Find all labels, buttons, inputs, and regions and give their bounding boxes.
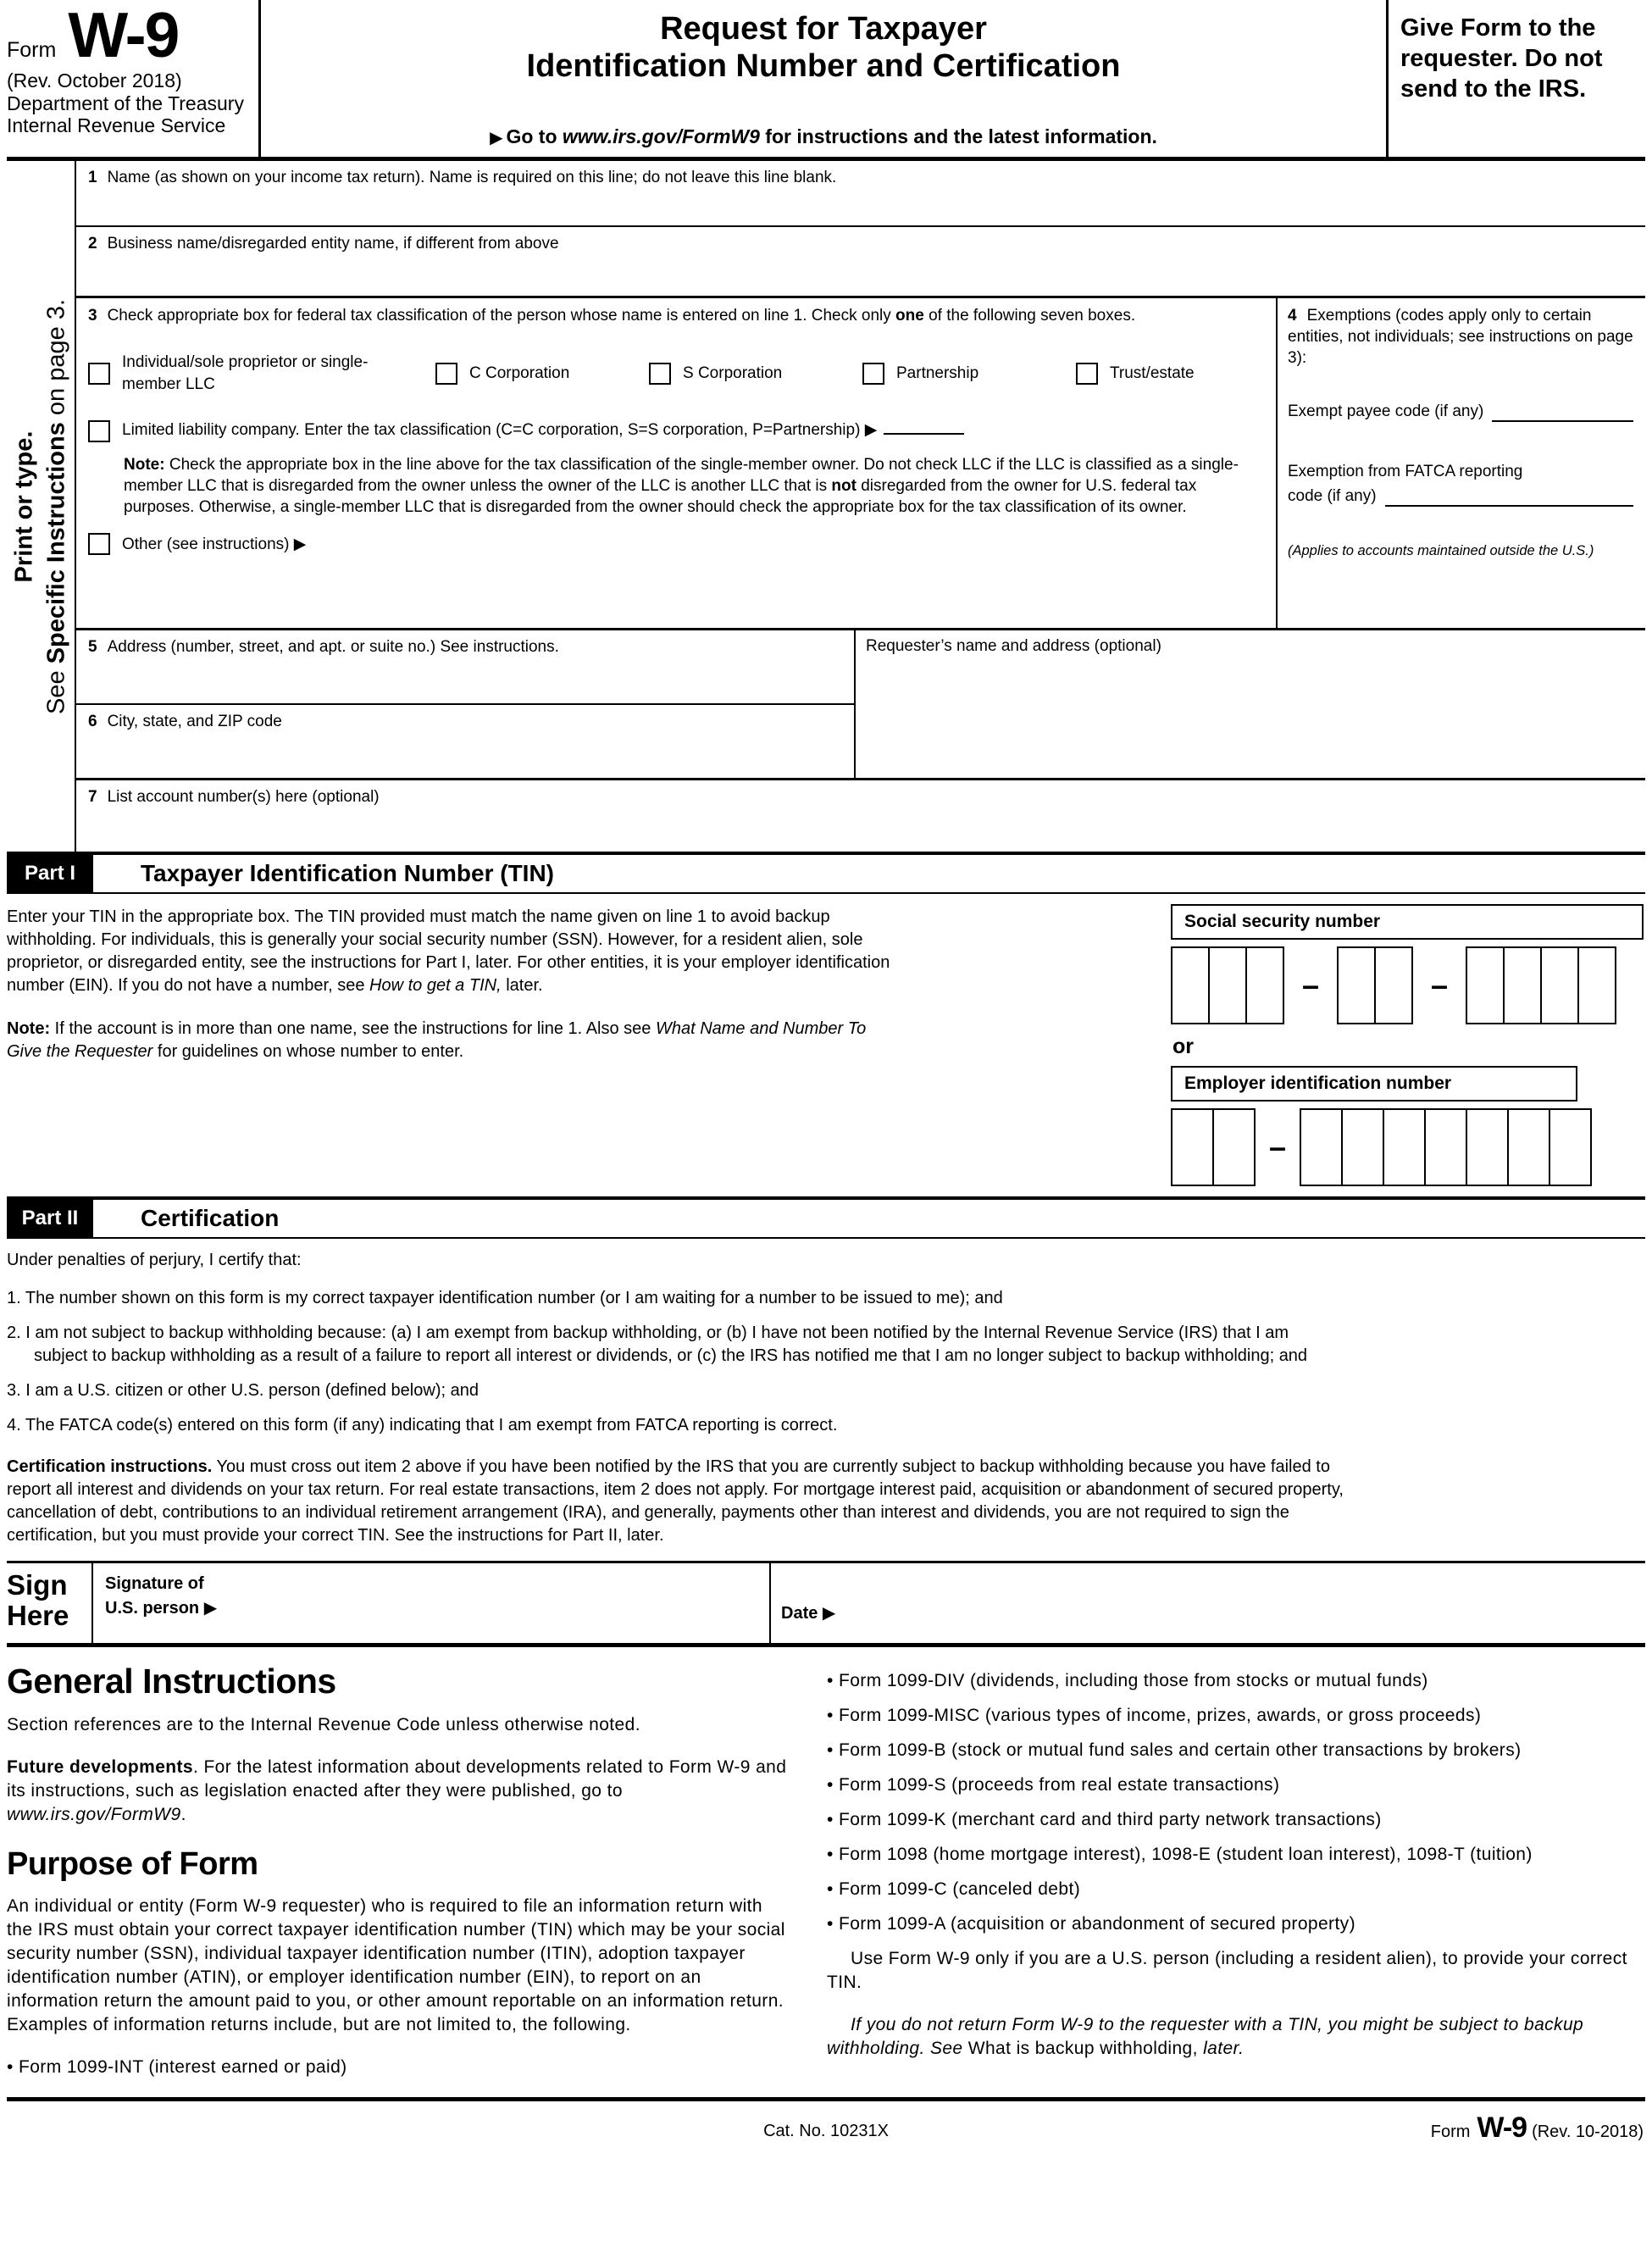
name-field[interactable] [76,161,1645,227]
agency-label: Internal Revenue Service [7,114,226,137]
line1-number: 1 [88,169,97,186]
goto-line [281,125,1366,148]
ein-digit-cell[interactable] [1507,1108,1550,1186]
fatca-code-label: code (if any) [1288,487,1377,506]
option-other [88,533,1271,555]
bullet-1099-a: • Form 1099-A (acquisition or abandonment of secured property) [827,1912,1645,1936]
partnership-checkbox[interactable] [862,363,884,385]
sign-here-section [7,1561,1645,1647]
ssn-digit-cell[interactable] [1540,946,1579,1024]
part2-badge: Part II [7,1200,93,1237]
general-instructions-heading: General Instructions [7,1662,336,1701]
bullet-1099-c: • Form 1099-C (canceled debt) [827,1878,1645,1901]
part1-text [7,902,925,1186]
field-rows [76,161,1645,852]
general-instructions [7,1647,1645,2090]
fatca-code-input[interactable] [1385,490,1633,507]
print-or-type-strip [7,161,76,852]
form-revision: (Rev. October 2018) [7,69,182,92]
part1-header [7,855,1645,894]
ssn-group-3 [1466,946,1616,1024]
tax-classification-section [76,298,1645,630]
tin-boxes [1171,902,1645,1186]
llc-label: Limited liability company. Enter the tax classification (C=C corporation, S=S corporation, P=Partnership) ▶ [122,420,964,440]
instructions-left-column [7,1662,813,2090]
part2-header [7,1200,1645,1239]
part1-paragraph: Enter your TIN in the appropriate box. The TIN provided must match the name given on line 1 to avoid backup withholding. For individuals, this is generally your social security number (SSN). However, for a resident alien, sole proprietor, or disregarded entity, see the instructions for Part I, later. For other entities, it is your employer identification number (EIN). If you do not have a number, see How to get a TIN, later. [7,907,890,995]
part1-badge: Part I [7,855,93,892]
ssn-digit-cell[interactable] [1245,946,1284,1024]
goto-url[interactable]: www.irs.gov/FormW9 [562,125,760,147]
right-arrow-icon: ▶ [490,127,503,147]
footer-form-word: Form [1430,2123,1471,2141]
other-checkbox[interactable] [88,533,110,555]
ssn-digit-cell[interactable] [1466,946,1505,1024]
certification-item-1: 1. The number shown on this form is my correct taxpayer identification number (or I am waiting for a number to be issued to me); and [7,1289,1003,1307]
goto-prefix: Go to [506,125,563,147]
ein-digit-cell[interactable] [1383,1108,1426,1186]
bullet-1099-div: • Form 1099-DIV (dividends, including those from stocks or mutual funds) [827,1669,1645,1693]
or-label: or [1172,1035,1194,1058]
ssn-dash: – [1301,968,1320,1002]
goto-suffix: for instructions and the latest information. [759,125,1157,147]
ein-digit-cell[interactable] [1212,1108,1256,1186]
trust-estate-checkbox[interactable] [1076,363,1098,385]
exempt-payee-line [1288,401,1633,422]
part1-title: Taxpayer Identification Number (TIN) [141,860,554,886]
llc-note: Note: Check the appropriate box in the line above for the tax classification of the single-member owner. Do not check LLC if the LLC is classified as a single-member LLC that is disregarded from the owner unless the owner of the LLC is another LLC that is not disregarded from the owner for U.S. federal tax purposes. Otherwise, a single-member LLC that is disregarded from the owner should check the appropriate box for the tax classification of its owner. [124,456,1239,517]
ein-digit-cell[interactable] [1300,1108,1343,1186]
ssn-digit-cell[interactable] [1374,946,1413,1024]
business-name-field[interactable] [76,227,1645,298]
city-state-zip-field[interactable] [76,705,854,778]
part1-body [7,894,1645,1200]
form-header [7,0,1645,161]
s-corporation-checkbox[interactable] [649,363,671,385]
ssn-digit-cell[interactable] [1171,946,1210,1024]
future-url[interactable]: www.irs.gov/FormW9 [7,1805,181,1824]
ein-cells [1171,1108,1644,1186]
form-fields [7,161,1645,855]
use-w9-paragraph: Use Form W-9 only if you are a U.S. person (including a resident alien), to provide your correct TIN. [827,1949,1627,1992]
part2-title: Certification [141,1205,280,1231]
ssn-group-1 [1171,946,1284,1024]
ein-dash: – [1268,1129,1287,1164]
form-id-block [7,0,261,157]
bullet-1099-s: • Form 1099-S (proceeds from real estate transactions) [827,1773,1645,1797]
option-c-corporation [435,363,649,385]
part2-body [7,1239,1350,1561]
print-or-type-line2: See Specific Instructions on page 3. [42,298,69,714]
ein-digit-cell[interactable] [1549,1108,1592,1186]
print-or-type-label [8,159,72,854]
ssn-digit-cell[interactable] [1577,946,1616,1024]
line7-label: List account number(s) here (optional) [107,788,380,806]
ein-group-2 [1300,1108,1592,1186]
date-arrow-icon: ▶ [822,1602,836,1623]
form-word: Form [7,38,57,62]
exempt-payee-code-input[interactable] [1492,405,1633,422]
other-arrow-icon: ▶ [293,534,307,553]
form-title [281,10,1366,85]
line1-label: Name (as shown on your income tax return). Name is required on this line; do not leave this line blank. [107,169,837,186]
signature-label-line2: U.S. person ▶ [105,1597,218,1618]
department-label: Department of the Treasury [7,92,244,114]
ssn-digit-cell[interactable] [1208,946,1247,1024]
account-numbers-field[interactable] [76,780,1645,852]
ssn-group-2 [1337,946,1413,1024]
certification-item-3: 3. I am a U.S. citizen or other U.S. person (defined below); and [7,1381,479,1400]
address-field[interactable] [76,630,854,705]
form-number: W-9 [68,0,179,70]
signature-label-line1: Signature of [105,1574,204,1593]
ein-digit-cell[interactable] [1424,1108,1467,1186]
line2-label: Business name/disregarded entity name, if different from above [107,235,559,253]
other-label: Other (see instructions) ▶ [122,534,307,553]
catalog-number: Cat. No. 10231X [763,2122,889,2140]
ein-digit-cell[interactable] [1466,1108,1509,1186]
ssn-label-box: Social security number [1171,904,1644,940]
certification-instructions: Certification instructions. You must cross out item 2 above if you have been notified by the IRS that you are currently subject to backup withholding because you have failed to report all interest and dividends on your tax return. For real estate transactions, item 2 does not apply. For mortgage interest paid, acquisition or abandonment of secured property, cancellation of debt, contributions to an individual retirement arrangement (IRA), and generally, payments other than interest and dividends, you are not required to sign the certification, but you must provide your correct TIN. See the instructions for Part II, later. [7,1457,1344,1545]
requester-label: Requester’s name and address (optional) [866,637,1161,655]
print-or-type-line1: Print or type. [10,430,38,582]
sign-here-label: Sign Here [7,1569,69,1632]
certification-item-4: 4. The FATCA code(s) entered on this form (if any) indicating that I am exempt from FATCA reporting is correct. [7,1416,838,1435]
tax-classification-main [76,298,1276,628]
ssn-digit-cell[interactable] [1503,946,1542,1024]
line4-number: 4 [1288,307,1297,325]
option-llc [88,420,1271,442]
address-requester-section [76,630,1645,780]
line2-number: 2 [88,235,97,253]
form-title-line2: Identification Number and Certification [526,48,1121,85]
footer-form-id [1431,2112,1644,2145]
purpose-heading: Purpose of Form [7,1846,258,1882]
ein-label-box: Employer identification number [1171,1066,1577,1102]
ein-group-1 [1171,1108,1256,1186]
instructions-right-column [813,1669,1645,2090]
certification-intro: Under penalties of perjury, I certify that: [7,1251,302,1269]
bullet-1099-int: • Form 1099-INT (interest earned or paid) [7,2056,790,2079]
give-form-note: Give Form to the requester. Do not send to the IRS. [1386,0,1645,157]
ssn-dash: – [1430,968,1449,1002]
line6-number: 6 [88,713,97,730]
option-partnership [862,363,1076,385]
signature-field[interactable] [91,1563,769,1643]
c-corporation-label: C Corporation [469,363,570,382]
form-title-line1: Request for Taxpayer [660,11,987,47]
option-individual [88,352,435,395]
purpose-text: An individual or entity (Form W-9 requester) who is required to file an information return with the IRS must obtain your correct taxpayer identification number (TIN) which may be your social security number (SSN), individual taxpayer identification number (ITIN), adoption taxpayer identification number (ATIN), or employer identification number (EIN), to report on an information return the amount paid to you, or other amount reportable on an information return. Examples of information returns include, but are not limited to, the following. [7,1896,785,2034]
classification-checkbox-row [88,352,1271,395]
line4-label: 4 Exemptions (codes apply only to certain entities, not individuals; see instructions on page 3): [1288,307,1633,368]
llc-arrow-icon: ▶ [864,420,878,440]
ssn-cells [1171,946,1644,1024]
exemptions-section [1276,298,1645,628]
address-column [76,630,856,778]
trust-estate-label: Trust/estate [1110,363,1195,382]
signature-arrow-icon: ▶ [203,1597,218,1618]
bullet-1099-b: • Form 1099-B (stock or mutual fund sales and certain other transactions by brokers) [827,1739,1645,1762]
footer-form-number: W-9 [1477,2112,1527,2144]
llc-classification-input[interactable] [884,421,964,435]
exempt-payee-label: Exempt payee code (if any) [1288,402,1484,421]
individual-label: Individual/sole proprietor or single-member LLC [122,353,369,393]
line6-label: City, state, and ZIP code [107,713,282,730]
fatca-line1: Exemption from FATCA reporting [1288,463,1523,481]
ein-digit-cell[interactable] [1341,1108,1384,1186]
bullet-1099-misc: • Form 1099-MISC (various types of income, prizes, awards, or gross proceeds) [827,1704,1645,1728]
c-corporation-checkbox[interactable] [435,363,457,385]
bullet-1099-k: • Form 1099-K (merchant card and third party network transactions) [827,1808,1645,1832]
part1-note: Note: If the account is in more than one name, see the instructions for line 1. Also see What Name and Number To Give the Requester for guidelines on whose number to enter. [7,1019,867,1061]
applies-note: (Applies to accounts maintained outside the U.S.) [1288,543,1594,559]
section-references: Section references are to the Internal Revenue Code unless otherwise noted. [7,1715,640,1734]
requester-field[interactable] [856,630,1645,778]
ssn-digit-cell[interactable] [1337,946,1376,1024]
individual-checkbox[interactable] [88,363,110,385]
ein-digit-cell[interactable] [1171,1108,1214,1186]
line5-label: Address (number, street, and apt. or suite no.) See instructions. [107,638,559,656]
bullet-1098: • Form 1098 (home mortgage interest), 1098-E (student loan interest), 1098-T (tuition) [827,1843,1645,1867]
date-label: Date [781,1604,823,1623]
fatca-line2 [1288,486,1633,507]
line3-label: 3 Check appropriate box for federal tax classification of the person whose name is entered on line 1. Check only one of the following seven boxes. [88,307,1136,325]
form-title-block [261,0,1386,157]
date-field[interactable] [769,1563,1645,1643]
certification-item-2: 2. I am not subject to backup withholding because: (a) I am exempt from backup withholding, or (b) I have not been notified by the Internal Revenue Service (IRS) that I am subject to backup withholding as a result of a failure to report all interest or dividends, or (c) the IRS has notified me that I am no longer subject to backup withholding; and [7,1324,1308,1365]
future-developments: Future developments. For the latest information about developments related to Form W-9 and its instructions, such as legislation enacted after they were published, go to www.irs.gov/FormW9. [7,1757,787,1824]
footer-revision: (Rev. 10-2018) [1532,2123,1644,2141]
page-footer [7,2097,1645,2160]
llc-checkbox[interactable] [88,420,110,442]
option-s-corporation [649,363,862,385]
line3-number: 3 [88,307,97,325]
line7-number: 7 [88,788,97,806]
s-corporation-label: S Corporation [683,363,783,382]
no-tin-paragraph: If you do not return Form W-9 to the requester with a TIN, you might be subject to backup withholding. See What is backup withholding, later. [827,2015,1584,2058]
option-trust-estate [1076,363,1271,385]
line5-number: 5 [88,638,97,656]
partnership-label: Partnership [896,363,979,382]
